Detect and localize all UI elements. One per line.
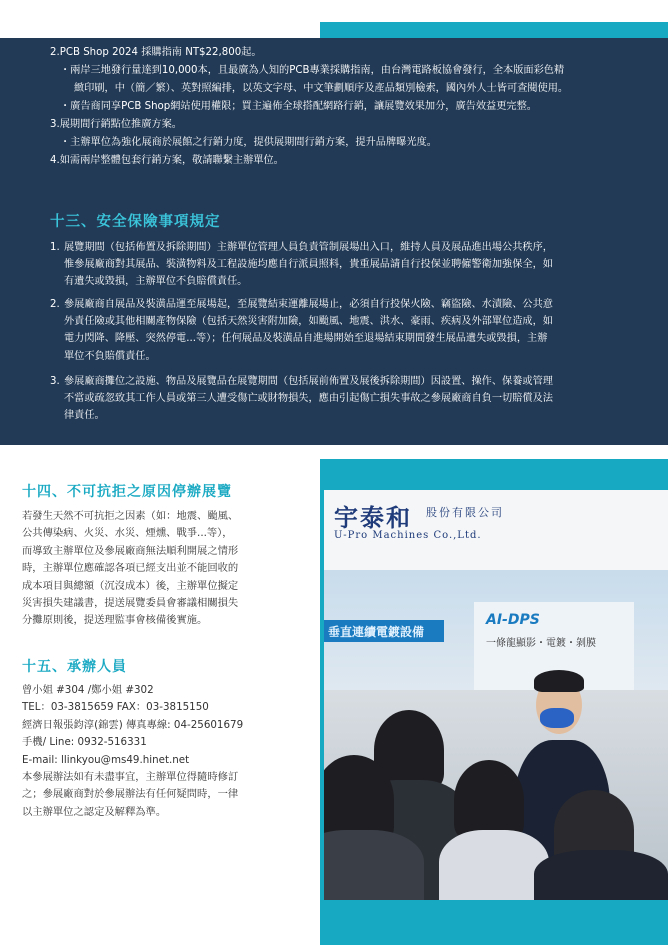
booth-logo-company: 股份有限公司 <box>426 506 504 519</box>
contact-staff-line: 曾小姐 #304 /鄭小姐 #302 <box>22 684 154 696</box>
audience-head <box>454 760 524 840</box>
marketing-item-3: 3.展期間行銷點位推廣方案。 <box>50 119 182 130</box>
insurance-item-2-line: 電力閃降、降壓、突然停電...等）；任何展品及裝潢品自進場開始至退場結束期間發生展品遺失或毀損，主辦 <box>64 333 548 345</box>
insurance-item-3-number: 3. <box>50 376 60 387</box>
booth-banner: 垂直連續電鍍設備 <box>324 620 444 642</box>
insurance-item-3-line: 參展廠商攤位之設施、物品及展覽品在展覽期間（包括展前佈置及展後拆除期間）因設置、操作、保養或管理 <box>64 376 553 387</box>
force-majeure-line: 分攤原則後，提送理監事會核備後實施。 <box>22 614 208 627</box>
insurance-item-3 <box>50 373 630 425</box>
shop-guide-bullet-1-line-2: 緻印刷，中（簡／繁）、英對照編排，以英文字母、中文筆劃順序及產品類別檢索，國內外人士皆可查閱使用。 <box>74 83 569 94</box>
insurance-item-1-line: 展覽期間（包括佈置及拆除期間）主辦單位管理人員負責管制展場出入口，維持人員及展品進出場公共秩序， <box>64 242 553 253</box>
contact-note-line: 以主辦單位之認定及解釋為準。 <box>22 805 167 818</box>
contact-mobile-line[interactable]: 手機/ Line: 0932-516331 <box>22 736 147 749</box>
insurance-item-3-line: 不當或疏忽致其工作人員或第三人遭受傷亡或財物損失，應由引起傷亡損失事故之參展廠商自負一切賠償及法 <box>64 393 553 405</box>
insurance-item-1-line: 有遺失或毀損，主辦單位不負賠償責任。 <box>64 276 248 288</box>
ai-dps-title: AI-DPS <box>486 612 540 628</box>
force-majeure-line: 而導致主辦單位及參展廠商無法順利開展之情形 <box>22 544 239 557</box>
insurance-item-2-number: 2. <box>50 299 60 310</box>
section-14-title: 十四、不可抗拒之原因停辦展覽 <box>22 484 232 500</box>
audience-body <box>534 850 668 900</box>
contact-paragraph <box>22 682 300 821</box>
booth-logo-chinese: 宇泰和 <box>334 503 412 532</box>
insurance-item-1-line: 惟參展廠商對其展品、裝潢物料及工程設施均應自行派員照料，貴重展品請自行投保並聘僱警衛加強保全，如 <box>64 259 553 271</box>
force-majeure-line: 時，主辦單位應確認各項已經支出並不能回收的 <box>22 562 239 575</box>
insurance-item-2-line: 外責任險或其他相關產物保險（包括天然災害附加險，如颱風、地震、洪水、豪雨、疾病及外部單位造成，如 <box>64 316 553 328</box>
insurance-item-2 <box>50 296 630 365</box>
contact-tel-fax-line: TEL：03-3815659 FAX：03-3815150 <box>22 701 209 714</box>
insurance-item-1-number: 1. <box>50 242 60 253</box>
navy-info-panel <box>0 38 668 445</box>
force-majeure-line: 公共傳染病、火災、水災、煙燻、戰爭...等）， <box>22 527 233 540</box>
force-majeure-line: 若發生天然不可抗拒之因素（如：地震、颱風、 <box>22 510 239 522</box>
audience-body <box>439 830 549 900</box>
contact-email-line[interactable]: E-mail: llinkyou@ms49.hinet.net <box>22 753 190 766</box>
booth-photo <box>324 490 668 900</box>
audience-body <box>324 830 424 900</box>
top-accent-bar <box>320 22 668 38</box>
booth-logo-english: U-Pro Machines Co.,Ltd. <box>334 530 482 541</box>
section-13-title: 十三、安全保險事項規定 <box>50 214 221 230</box>
presenter-hair <box>534 670 584 692</box>
force-majeure-paragraph <box>22 508 300 630</box>
insurance-item-2-line: 單位不負賠償責任。 <box>64 350 156 362</box>
presenter-mask <box>540 708 574 728</box>
force-majeure-line: 成本項目與總額（沉沒成本）後，主辦單位擬定 <box>22 579 239 592</box>
marketing-item-3-bullet: ・主辦單位為強化展商於展館之行銷力度，提供展期間行銷方案，提升品牌曝光度。 <box>60 137 437 148</box>
shop-guide-bullet-1-line-1: ・兩岸三地發行量達到10,000本，且最廣為人知的PCB專業採購指南，由台灣電路板協會發行，全本版面彩色精 <box>60 65 565 76</box>
insurance-item-1 <box>50 239 630 291</box>
booth-sign <box>324 490 668 570</box>
contact-note-line: 本參展辦法如有未盡事宜，主辦單位得隨時修訂 <box>22 771 239 784</box>
contact-note-line: 之；參展廠商對於參展辦法有任何疑問時，一律 <box>22 788 239 801</box>
section-15-title: 十五、承辦人員 <box>22 659 127 675</box>
ai-dps-subtitle: 一條龍顯影・電鍍・剝膜 <box>486 638 596 649</box>
shop-guide-title: 2.PCB Shop 2024 採購指南 NT$22,800起。 <box>50 47 262 58</box>
contact-fax-direct-line: 經濟日報張鈞淳(錦雲) 傳真專線: 04-25601679 <box>22 718 244 731</box>
force-majeure-line: 災害損失建議書，提送展覽委員會審議相關損失 <box>22 597 239 610</box>
marketing-item-4: 4.如需兩岸整體包套行銷方案，敬請聯繫主辦單位。 <box>50 155 284 166</box>
shop-guide-bullet-2: ・廣告商同享PCB Shop網站使用權限；買主遍佈全球搭配網路行銷，讓展覽效果加分，廣告效益更完整。 <box>60 101 537 112</box>
insurance-item-2-line: 參展廠商自展品及裝潢品運至展場起，至展覽結束運離展場止，必須自行投保火險、竊盜險、水漬險、公共意 <box>64 299 553 310</box>
insurance-item-3-line: 律責任。 <box>64 410 105 422</box>
